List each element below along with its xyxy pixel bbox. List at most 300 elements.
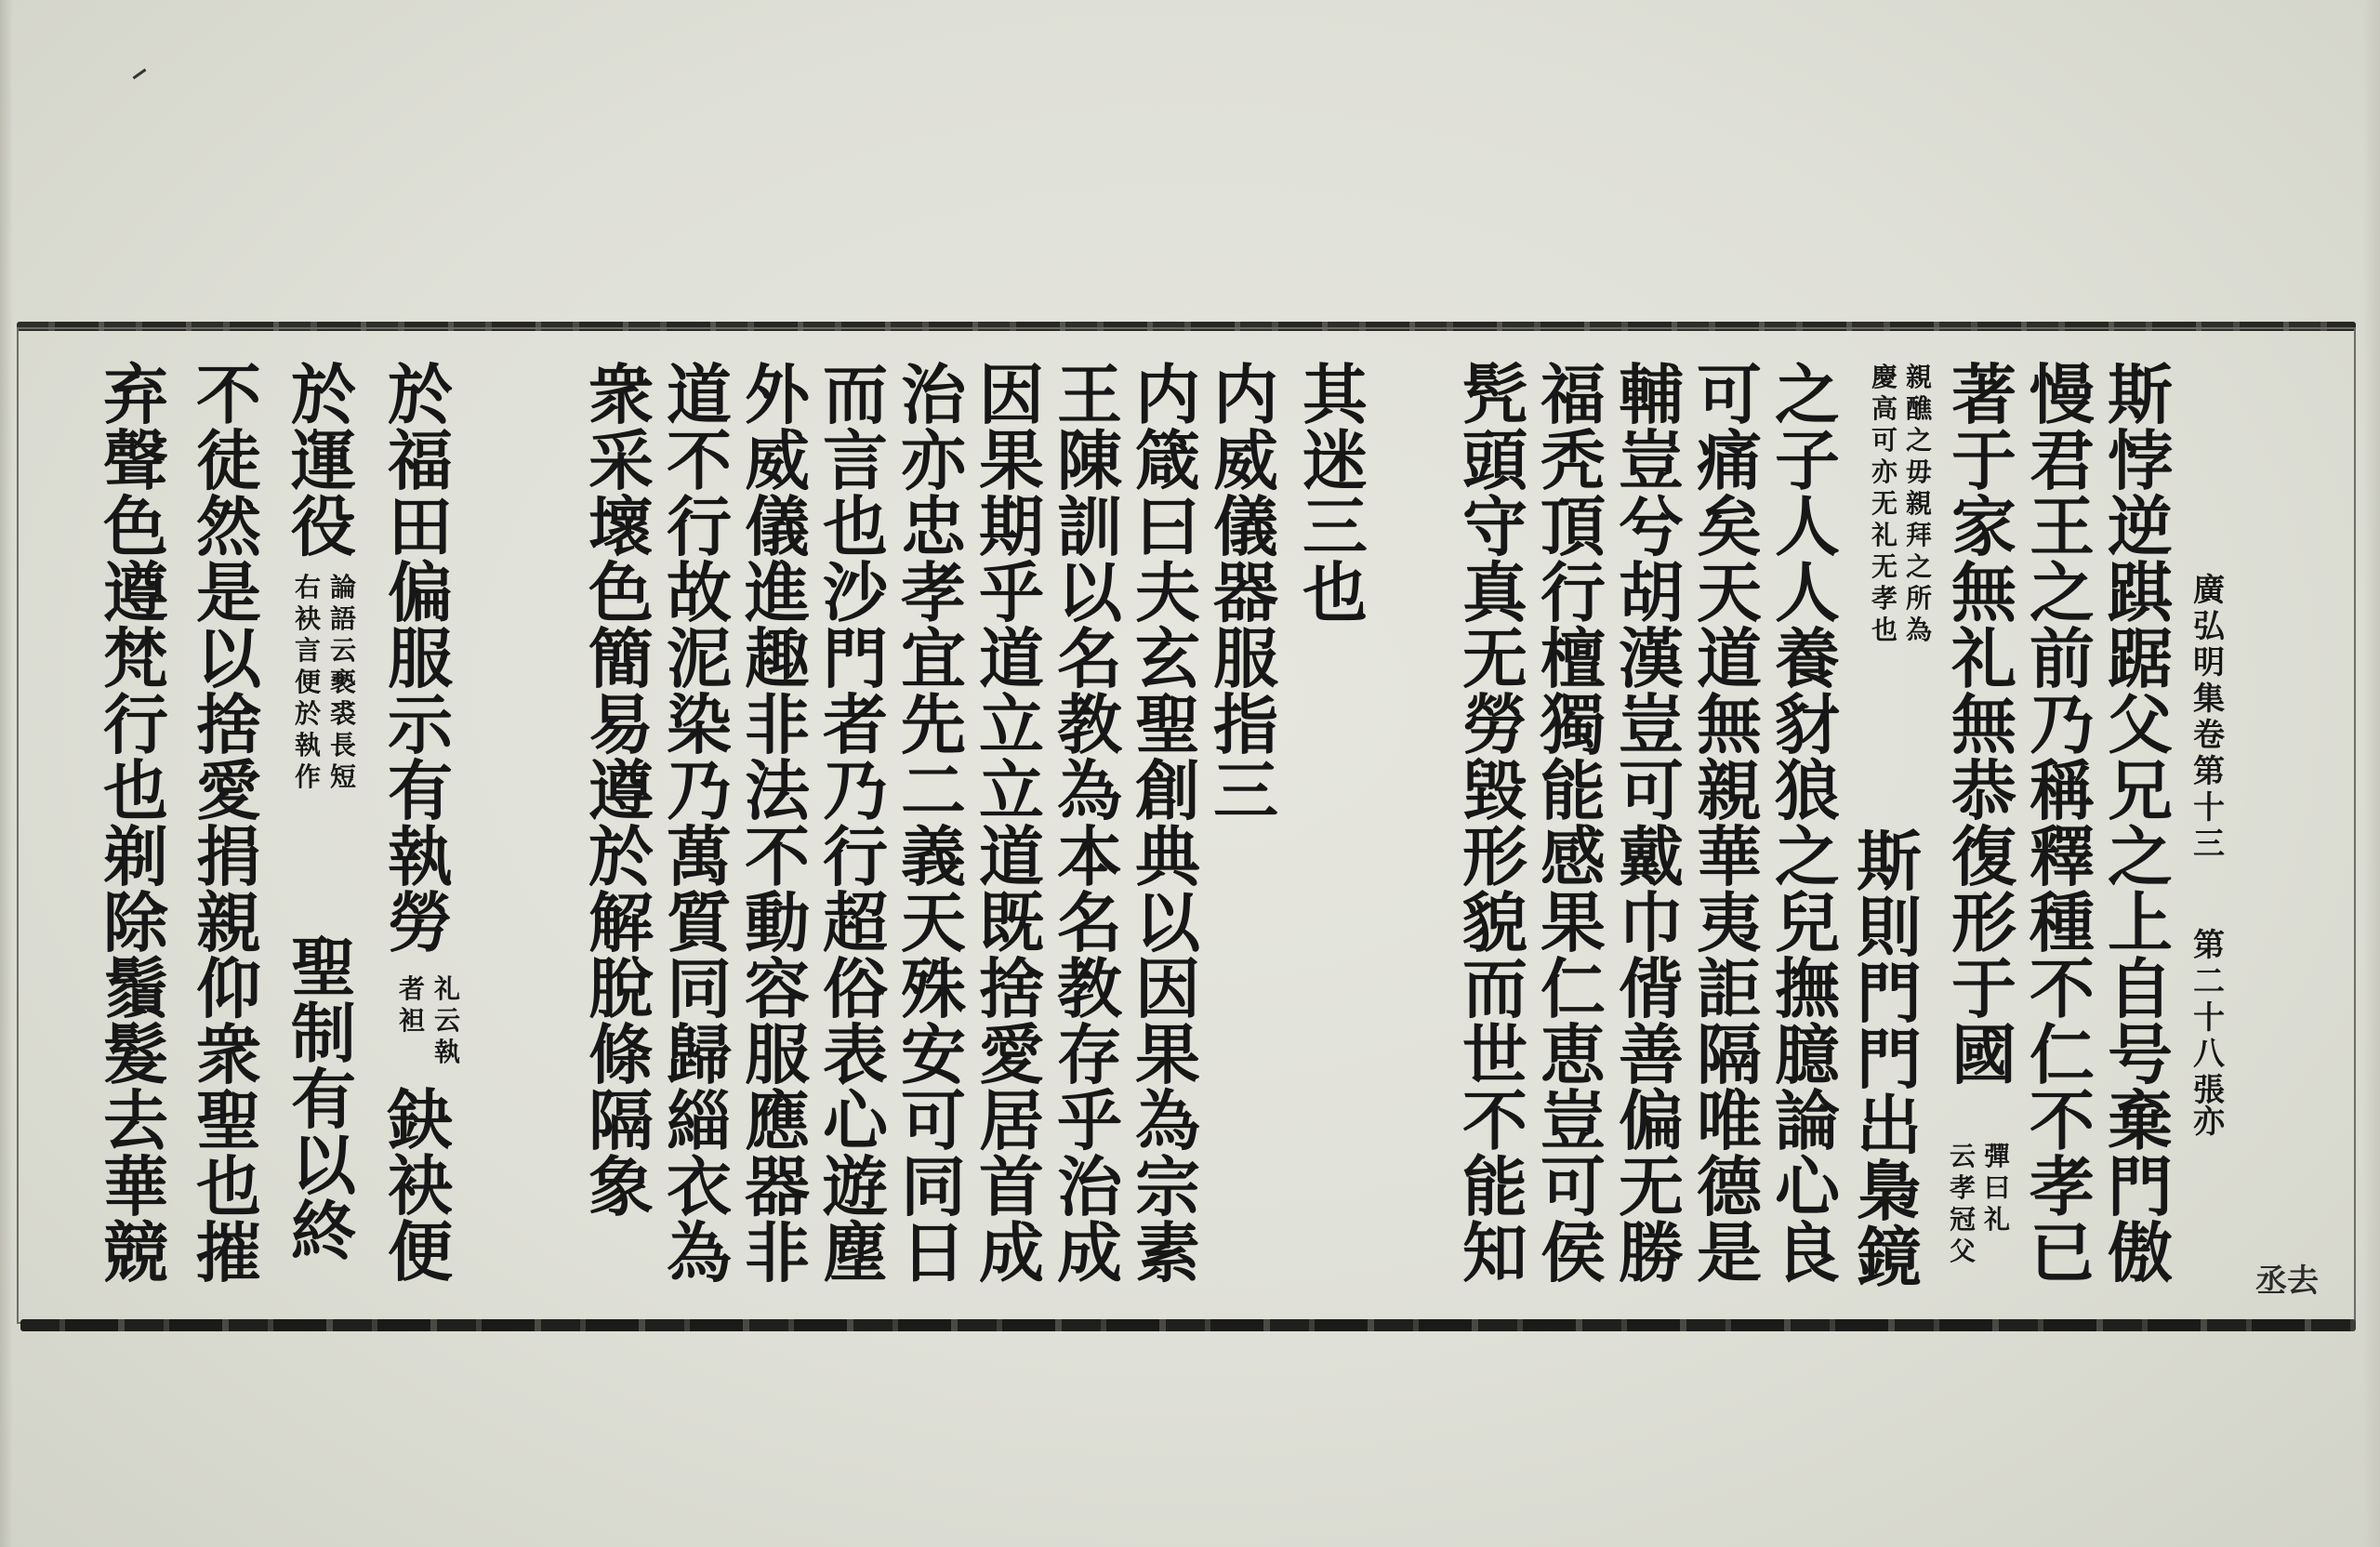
character: 隔 (1697, 1016, 1762, 1093)
character: 成 (1057, 1214, 1122, 1291)
bottom-ruled-border (20, 1319, 2356, 1331)
character: 執 (388, 818, 453, 895)
character: 侯 (1540, 1214, 1606, 1291)
character: 復 (1951, 818, 2016, 895)
character: 无 (1462, 620, 1527, 697)
text-column (660, 356, 738, 1291)
character: 以 (1057, 554, 1122, 631)
character: 王 (2030, 488, 2095, 565)
text-column (284, 929, 363, 1270)
text-column (190, 356, 268, 1291)
page-right-edge (2363, 0, 2380, 1547)
character: 于 (1951, 950, 2016, 1027)
character: 成 (979, 1214, 1044, 1291)
character: 行 (823, 818, 888, 895)
character: 八 (2193, 1036, 2225, 1073)
character: 趣 (745, 620, 810, 697)
character: 礼 (1983, 1204, 2010, 1235)
character: 能 (1462, 1148, 1527, 1225)
character: 則 (1857, 889, 1922, 966)
character: 弘 (2193, 608, 2225, 645)
character: 以 (1135, 884, 1200, 961)
character: 門 (1857, 1021, 1922, 1098)
column-text (284, 929, 363, 1270)
character: 是 (1697, 1214, 1762, 1291)
character: 可 (901, 1082, 966, 1159)
character: 執 (294, 730, 321, 760)
character: 云 (1949, 1141, 1976, 1171)
character: 戴 (1619, 818, 1684, 895)
character: 袂 (294, 603, 321, 634)
character: 果 (979, 422, 1044, 499)
character: 兒 (1775, 884, 1840, 961)
character: 果 (1540, 884, 1606, 961)
character: 踞 (2108, 620, 2173, 697)
character: 捨 (979, 950, 1044, 1027)
note-text (327, 572, 359, 796)
character: 儀 (1213, 488, 1278, 565)
column-text (1534, 356, 1612, 1291)
character: 於 (291, 356, 356, 433)
column-text (1456, 356, 1534, 1291)
character: 乃 (667, 752, 732, 829)
character: 非 (745, 686, 810, 763)
character: 門 (2108, 1148, 2173, 1225)
character: 脫 (588, 950, 654, 1027)
character: 守 (1462, 488, 1527, 565)
character: 云 (433, 1005, 460, 1036)
character: 兄 (2108, 752, 2173, 829)
character: 所 (1905, 583, 1932, 614)
character: 感 (1540, 818, 1606, 895)
character: 已 (2030, 1214, 2095, 1291)
character: 不 (745, 818, 810, 895)
character: 无 (1619, 1148, 1684, 1225)
character: 道 (1697, 620, 1762, 697)
margin-leaf (2191, 927, 2227, 1111)
character: 於 (388, 356, 453, 433)
character: 之 (2108, 818, 2173, 895)
character: 貌 (1462, 884, 1527, 961)
text-column (738, 356, 816, 1291)
character: 制 (291, 995, 356, 1072)
character: 門 (1857, 955, 1922, 1032)
character: 因 (979, 356, 1044, 433)
character: 者 (398, 973, 425, 1004)
character: 十 (2193, 789, 2225, 826)
page-left-shadow (0, 0, 13, 1547)
column-text (972, 356, 1051, 1291)
text-column (97, 356, 175, 1291)
margin-title-text (2191, 572, 2227, 865)
character: 威 (1213, 422, 1278, 499)
character: 短 (329, 761, 356, 792)
character: 徒 (196, 422, 261, 499)
character: 曰 (1983, 1172, 2010, 1203)
column-text (1945, 356, 2023, 1093)
character: 立 (979, 752, 1044, 829)
character: 役 (291, 488, 356, 565)
character: 弃 (103, 356, 168, 433)
text-column (1534, 356, 1612, 1291)
character: 本 (1057, 818, 1122, 895)
character: 斯 (2108, 356, 2173, 433)
character: 仁 (2030, 1016, 2095, 1093)
character: 隔 (588, 1082, 654, 1159)
page-mark: 丞去 (2255, 1263, 2319, 1300)
character: 可 (1540, 1148, 1606, 1225)
character: 有 (291, 1061, 356, 1138)
character: 指 (1213, 686, 1278, 763)
character: 遵 (588, 752, 654, 829)
character: 恭 (1951, 752, 2016, 829)
character: 親 (1905, 362, 1932, 392)
character: 條 (588, 1016, 654, 1093)
character: 也 (1302, 554, 1368, 631)
character: 髠 (1462, 356, 1527, 433)
character: 胡 (1619, 554, 1684, 631)
text-column (894, 356, 972, 1291)
character: 解 (588, 884, 654, 961)
character: 為 (1905, 615, 1932, 645)
character: 臆 (1775, 1016, 1840, 1093)
character: 人 (1775, 488, 1840, 565)
character: 慢 (2030, 356, 2095, 433)
character: 無 (1951, 686, 2016, 763)
text-column (972, 356, 1051, 1291)
character: 易 (588, 686, 654, 763)
character: 示 (388, 686, 453, 763)
character: 器 (1213, 554, 1278, 631)
character: 者 (823, 686, 888, 763)
interlinear-note (327, 572, 359, 796)
column-text (1690, 356, 1768, 1291)
character: 内 (1213, 356, 1278, 433)
character: 福 (388, 422, 453, 499)
character: 狼 (1775, 752, 1840, 829)
character: 号 (2108, 1016, 2173, 1093)
character: 以 (291, 1127, 356, 1204)
character: 也 (823, 488, 888, 565)
character: 秃 (1540, 422, 1606, 499)
character: 之 (1905, 551, 1932, 582)
character: 有 (388, 752, 453, 829)
character: 之 (1775, 356, 1840, 433)
note-text (1981, 1141, 2013, 1238)
character: 逆 (2108, 488, 2173, 565)
character: 遊 (823, 1148, 888, 1225)
character: 張 (2193, 1072, 2225, 1109)
character: 道 (667, 356, 732, 433)
character: 素 (1135, 1214, 1200, 1291)
character: 立 (979, 686, 1044, 763)
character: 善 (1619, 1016, 1684, 1093)
character: 法 (745, 752, 810, 829)
character: 競 (103, 1214, 168, 1291)
character: 冠 (1949, 1204, 1976, 1235)
character: 君 (2030, 422, 2095, 499)
character: 剃 (103, 818, 168, 895)
text-column (1690, 356, 1768, 1291)
character: 子 (1775, 422, 1840, 499)
column-text (816, 356, 894, 1291)
character: 名 (1057, 620, 1122, 697)
character: 曰 (1135, 488, 1200, 565)
character: 形 (1462, 818, 1527, 895)
character: 終 (291, 1193, 356, 1270)
character: 非 (745, 1214, 810, 1291)
character: 勝 (1619, 1214, 1684, 1291)
character: 長 (329, 730, 356, 760)
character: 進 (745, 554, 810, 631)
character: 超 (823, 884, 888, 961)
text-column (1051, 356, 1129, 1291)
character: 詎 (1697, 950, 1762, 1027)
character: 能 (1540, 752, 1606, 829)
character: 典 (1135, 818, 1200, 895)
character: 象 (588, 1148, 654, 1225)
character: 偝 (1619, 950, 1684, 1027)
character: 梟 (1857, 1153, 1922, 1230)
character: 運 (291, 422, 356, 499)
column-text (1768, 356, 1846, 1291)
character: 親 (196, 884, 261, 961)
character: 天 (901, 884, 966, 961)
character: 勞 (388, 884, 453, 961)
character: 宗 (1135, 1148, 1200, 1225)
character: 鏡 (1857, 1219, 1922, 1296)
interlinear-note (396, 973, 428, 1039)
character: 醮 (1905, 393, 1932, 424)
character: 染 (667, 686, 732, 763)
character: 也 (1871, 615, 1897, 645)
character: 摧 (196, 1214, 261, 1291)
text-column (1129, 356, 1207, 1291)
character: 教 (1057, 686, 1122, 763)
character: 是 (196, 554, 261, 631)
character: 衣 (667, 1148, 732, 1225)
column-text (582, 356, 660, 1225)
column-text (1207, 356, 1285, 829)
character: 内 (1135, 356, 1200, 433)
character: 緇 (667, 1082, 732, 1159)
character: 名 (1057, 884, 1122, 961)
note-text (1947, 1141, 1978, 1270)
character: 亦 (1871, 456, 1897, 487)
character: 教 (1057, 950, 1122, 1027)
character: 前 (2030, 620, 2095, 697)
character: 右 (294, 572, 321, 602)
character: 不 (1462, 1082, 1527, 1159)
character: 不 (667, 422, 732, 499)
character: 撫 (1775, 950, 1840, 1027)
character: 廣 (2193, 572, 2225, 609)
character: 應 (745, 1082, 810, 1159)
note-text (292, 572, 324, 796)
character: 也 (103, 752, 168, 829)
character: 便 (388, 1213, 453, 1290)
character: 為 (1057, 752, 1122, 829)
character: 除 (103, 884, 168, 961)
character: 既 (979, 884, 1044, 961)
interlinear-note (1903, 364, 1935, 649)
character: 言 (294, 635, 321, 666)
character: 治 (901, 356, 966, 433)
character: 偏 (388, 554, 453, 631)
character: 德 (1697, 1148, 1762, 1225)
character: 二 (2193, 963, 2225, 1000)
character: 色 (103, 488, 168, 565)
character: 動 (745, 884, 810, 961)
character: 可 (1697, 356, 1762, 433)
character: 萬 (667, 818, 732, 895)
text-column (1207, 356, 1285, 829)
character: 也 (196, 1148, 261, 1225)
character: 可 (1619, 752, 1684, 829)
character: 服 (1213, 620, 1278, 697)
character: 毀 (1462, 752, 1527, 829)
character: 愛 (196, 752, 261, 829)
character: 唯 (1697, 1082, 1762, 1159)
text-column (381, 1081, 459, 1290)
character: 日 (901, 1214, 966, 1291)
character: 行 (103, 686, 168, 763)
margin-leaf-text (2191, 927, 2227, 1111)
character: 衆 (588, 356, 654, 433)
character: 門 (823, 620, 888, 697)
character: 斯 (1857, 823, 1922, 900)
character: 鬚 (103, 950, 168, 1027)
character: 沙 (823, 554, 888, 631)
character: 仁 (1540, 950, 1606, 1027)
note-text (431, 973, 463, 1071)
character: 存 (1057, 1016, 1122, 1093)
character: 於 (294, 698, 321, 729)
character: 鈌 (388, 1081, 453, 1158)
character: 王 (1057, 356, 1122, 433)
character: 三 (1302, 488, 1368, 565)
character: 豺 (1775, 686, 1840, 763)
character: 乎 (979, 554, 1044, 631)
character: 礼 (1951, 620, 2016, 697)
note-text (1903, 364, 1935, 649)
character: 華 (1697, 818, 1762, 895)
character: 恵 (1540, 1016, 1606, 1093)
character: 可 (1871, 425, 1897, 456)
character: 創 (1135, 752, 1200, 829)
column-text (190, 356, 268, 1291)
column-text (1296, 356, 1374, 631)
character: 二 (901, 752, 966, 829)
text-column (1768, 356, 1846, 1291)
character: 豈 (1619, 422, 1684, 499)
character: 亦 (2193, 1104, 2225, 1141)
character: 矣 (1697, 488, 1762, 565)
character: 義 (901, 818, 966, 895)
interlinear-note (292, 572, 324, 796)
character: 聲 (103, 422, 168, 499)
character: 以 (196, 620, 261, 697)
column-text (381, 1081, 459, 1290)
character: 集 (2193, 681, 2225, 718)
note-text (396, 973, 428, 1039)
character: 便 (294, 667, 321, 697)
character: 同 (901, 1148, 966, 1225)
character: 之 (1905, 425, 1932, 456)
character: 自 (2108, 950, 2173, 1027)
character: 捐 (196, 818, 261, 895)
character: 袂 (388, 1147, 453, 1224)
character: 服 (388, 620, 453, 697)
column-text (1129, 356, 1207, 1291)
character: 同 (667, 950, 732, 1027)
character: 裘 (329, 698, 356, 729)
character: 乎 (1057, 1082, 1122, 1159)
character: 卷 (2193, 717, 2225, 754)
character: 稱 (2030, 752, 2095, 829)
character: 表 (823, 1016, 888, 1093)
character: 愛 (979, 1016, 1044, 1093)
character: 之 (1775, 818, 1840, 895)
character: 箴 (1135, 422, 1200, 499)
character: 期 (979, 488, 1044, 565)
character: 遵 (103, 554, 168, 631)
character: 言 (823, 422, 888, 499)
character: 語 (329, 603, 356, 634)
character: 迷 (1302, 422, 1368, 499)
character: 袒 (398, 1005, 425, 1036)
character: 先 (901, 686, 966, 763)
character: 心 (1775, 1148, 1840, 1225)
character: 檀 (1540, 620, 1606, 697)
character: 夷 (1697, 884, 1762, 961)
character: 安 (901, 1016, 966, 1093)
character: 器 (745, 1148, 810, 1225)
character: 不 (2030, 1082, 2095, 1159)
character: 孝 (2030, 1148, 2095, 1225)
character: 豈 (1540, 1082, 1606, 1159)
margin-char (2191, 1106, 2227, 1143)
character: 真 (1462, 554, 1527, 631)
character: 質 (667, 884, 732, 961)
character: 礼 (433, 973, 460, 1004)
character: 悖 (2108, 422, 2173, 499)
character: 家 (1951, 488, 2016, 565)
text-column (1456, 356, 1534, 1291)
character: 聖 (291, 929, 356, 1006)
character: 痛 (1697, 422, 1762, 499)
column-text (97, 356, 175, 1291)
character: 容 (745, 950, 810, 1027)
character: 為 (1135, 1082, 1200, 1159)
character: 彈 (1983, 1141, 2010, 1171)
character: 不 (2030, 950, 2095, 1027)
character: 宜 (901, 620, 966, 697)
character: 歸 (667, 1016, 732, 1093)
character: 第 (2193, 927, 2225, 964)
margin-char-text (2191, 1106, 2227, 1143)
character: 於 (588, 818, 654, 895)
character: 聖 (1135, 686, 1200, 763)
character: 兮 (1619, 488, 1684, 565)
character: 出 (1857, 1087, 1922, 1164)
character: 夫 (1135, 554, 1200, 631)
character: 儀 (745, 488, 810, 565)
character: 無 (1951, 554, 2016, 631)
character: 于 (1951, 422, 2016, 499)
text-column (2101, 356, 2179, 1291)
character: 俗 (823, 950, 888, 1027)
